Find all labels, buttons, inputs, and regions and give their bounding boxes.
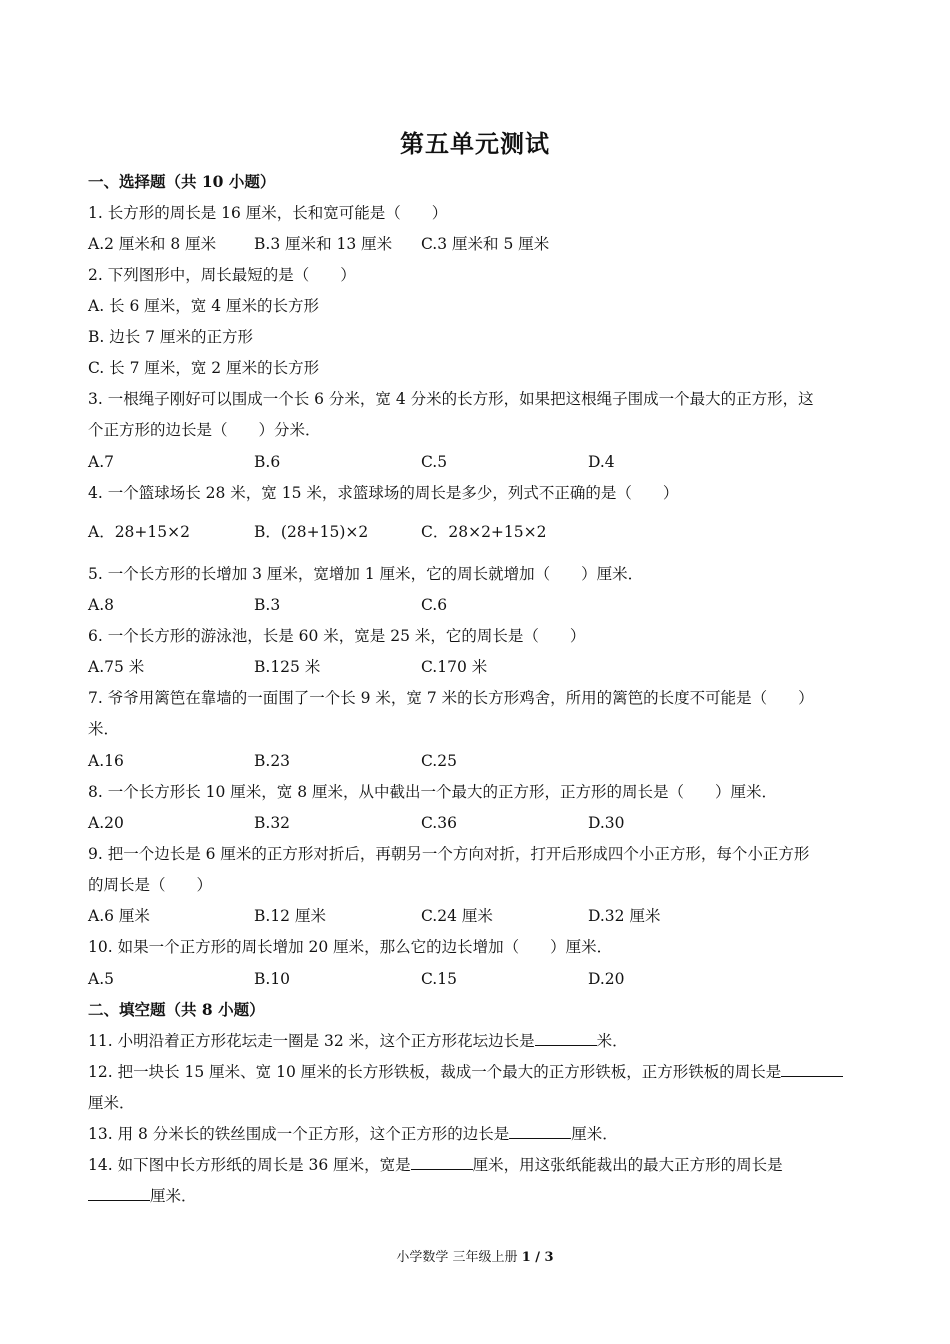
question-6-stem: 6. 一个长方形的游泳池，长是 60 米，宽是 25 米，它的周长是（ ） bbox=[88, 627, 586, 645]
answer-blank bbox=[88, 1186, 150, 1201]
page-number: 1 / 3 bbox=[521, 1250, 554, 1265]
page-title: 第五单元测试 bbox=[400, 129, 550, 158]
option-c: C.15 bbox=[421, 970, 457, 988]
question-9-stem-cont: 的周长是（ ） bbox=[88, 876, 213, 894]
option-a: A.75 米 bbox=[88, 658, 145, 676]
option-b: B.23 bbox=[254, 752, 291, 770]
question-12: 12. 把一块长 15 厘米、宽 10 厘米的长方形铁板，裁成一个最大的正方形铁板，正方形铁板的周长是 bbox=[88, 1062, 843, 1082]
question-7-stem-cont: 米． bbox=[88, 720, 120, 738]
option-a: A.8 bbox=[88, 596, 114, 614]
option-a: A．28+15×2 bbox=[88, 523, 190, 541]
option-b: B.6 bbox=[254, 453, 281, 471]
option-c: C.25 bbox=[421, 752, 457, 770]
question-2-stem: 2. 下列图形中，周长最短的是（ ） bbox=[88, 266, 356, 284]
option-d: D.4 bbox=[588, 453, 615, 471]
question-11: 11. 小明沿着正方形花坛走一圈是 32 米，这个正方形花坛边长是 米． bbox=[88, 1032, 628, 1050]
option-b: B.3 厘米和 13 厘米 bbox=[254, 235, 393, 253]
option-a: A. 长 6 厘米，宽 4 厘米的长方形 bbox=[88, 297, 319, 315]
option-a: A.5 bbox=[88, 970, 114, 988]
question-14-cont: 厘米． bbox=[88, 1186, 197, 1206]
option-b: B. 边长 7 厘米的正方形 bbox=[88, 328, 253, 346]
page-footer: 小学数学 三年级上册 1 / 3 bbox=[396, 1250, 554, 1265]
question-3-stem: 3. 一根绳子刚好可以围成一个长 6 分米，宽 4 分米的长方形，如果把这根绳子围成一个最大的正方形，这 bbox=[88, 390, 814, 408]
option-c: C.5 bbox=[421, 453, 448, 471]
question-3-stem-cont: 个正方形的边长是（ ）分米． bbox=[88, 421, 321, 439]
option-a: A.2 厘米和 8 厘米 bbox=[88, 235, 217, 253]
option-c: C.24 厘米 bbox=[421, 907, 493, 925]
question-12-cont: 厘米． bbox=[88, 1094, 135, 1112]
option-d: D.30 bbox=[588, 814, 625, 832]
option-a: A.6 厘米 bbox=[88, 907, 150, 925]
question-4-stem: 4. 一个篮球场长 28 米，宽 15 米，求篮球场的周长是多少，列式不正确的是（ ） bbox=[88, 484, 679, 502]
section-heading-choice: 一、选择题（共 10 小题） bbox=[88, 172, 276, 191]
option-c: C．28×2+15×2 bbox=[421, 523, 547, 541]
question-5-stem: 5. 一个长方形的长增加 3 厘米，宽增加 1 厘米，它的周长就增加（ ）厘米． bbox=[88, 565, 644, 583]
question-1-stem: 1. 长方形的周长是 16 厘米，长和宽可能是（ ） bbox=[88, 204, 448, 222]
option-c: C.3 厘米和 5 厘米 bbox=[421, 235, 550, 253]
answer-blank bbox=[509, 1124, 571, 1139]
question-10-stem: 10. 如果一个正方形的周长增加 20 厘米，那么它的边长增加（ ）厘米． bbox=[88, 938, 613, 956]
question-7-stem: 7. 爷爷用篱笆在靠墙的一面围了一个长 9 米，宽 7 米的长方形鸡舍，所用的篱笆的长度不可能是（ ） bbox=[88, 689, 814, 707]
option-b: B.125 米 bbox=[254, 658, 321, 676]
option-b: B.10 bbox=[254, 970, 291, 988]
option-d: D.20 bbox=[588, 970, 625, 988]
question-9-stem: 9. 把一个边长是 6 厘米的正方形对折后，再朝另一个方向对折，打开后形成四个小正方形，每个小正方形 bbox=[88, 845, 810, 863]
option-a: A.20 bbox=[88, 814, 124, 832]
option-d: D.32 厘米 bbox=[588, 907, 661, 925]
option-b: B.32 bbox=[254, 814, 291, 832]
question-14: 14. 如下图中长方形纸的周长是 36 厘米，宽是 厘米，用这张纸能裁出的最大正方形的周长是 bbox=[88, 1156, 783, 1174]
answer-blank bbox=[781, 1062, 843, 1077]
option-a: A.7 bbox=[88, 453, 114, 471]
option-c: C.6 bbox=[421, 596, 448, 614]
option-c: C.36 bbox=[421, 814, 457, 832]
question-8-stem: 8. 一个长方形长 10 厘米，宽 8 厘米，从中截出一个最大的正方形，正方形的周长是（ ）厘米． bbox=[88, 783, 778, 801]
option-c: C.170 米 bbox=[421, 658, 488, 676]
section-heading-fill: 二、填空题（共 8 小题） bbox=[88, 1000, 265, 1019]
option-a: A.16 bbox=[88, 752, 124, 770]
answer-blank bbox=[411, 1155, 473, 1170]
option-c: C. 长 7 厘米，宽 2 厘米的长方形 bbox=[88, 359, 320, 377]
option-b: B.3 bbox=[254, 596, 281, 614]
option-b: B．(28+15)×2 bbox=[254, 523, 369, 541]
option-b: B.12 厘米 bbox=[254, 907, 326, 925]
question-13: 13. 用 8 分米长的铁丝围成一个正方形，这个正方形的边长是 厘米． bbox=[88, 1125, 618, 1143]
answer-blank bbox=[535, 1031, 597, 1046]
